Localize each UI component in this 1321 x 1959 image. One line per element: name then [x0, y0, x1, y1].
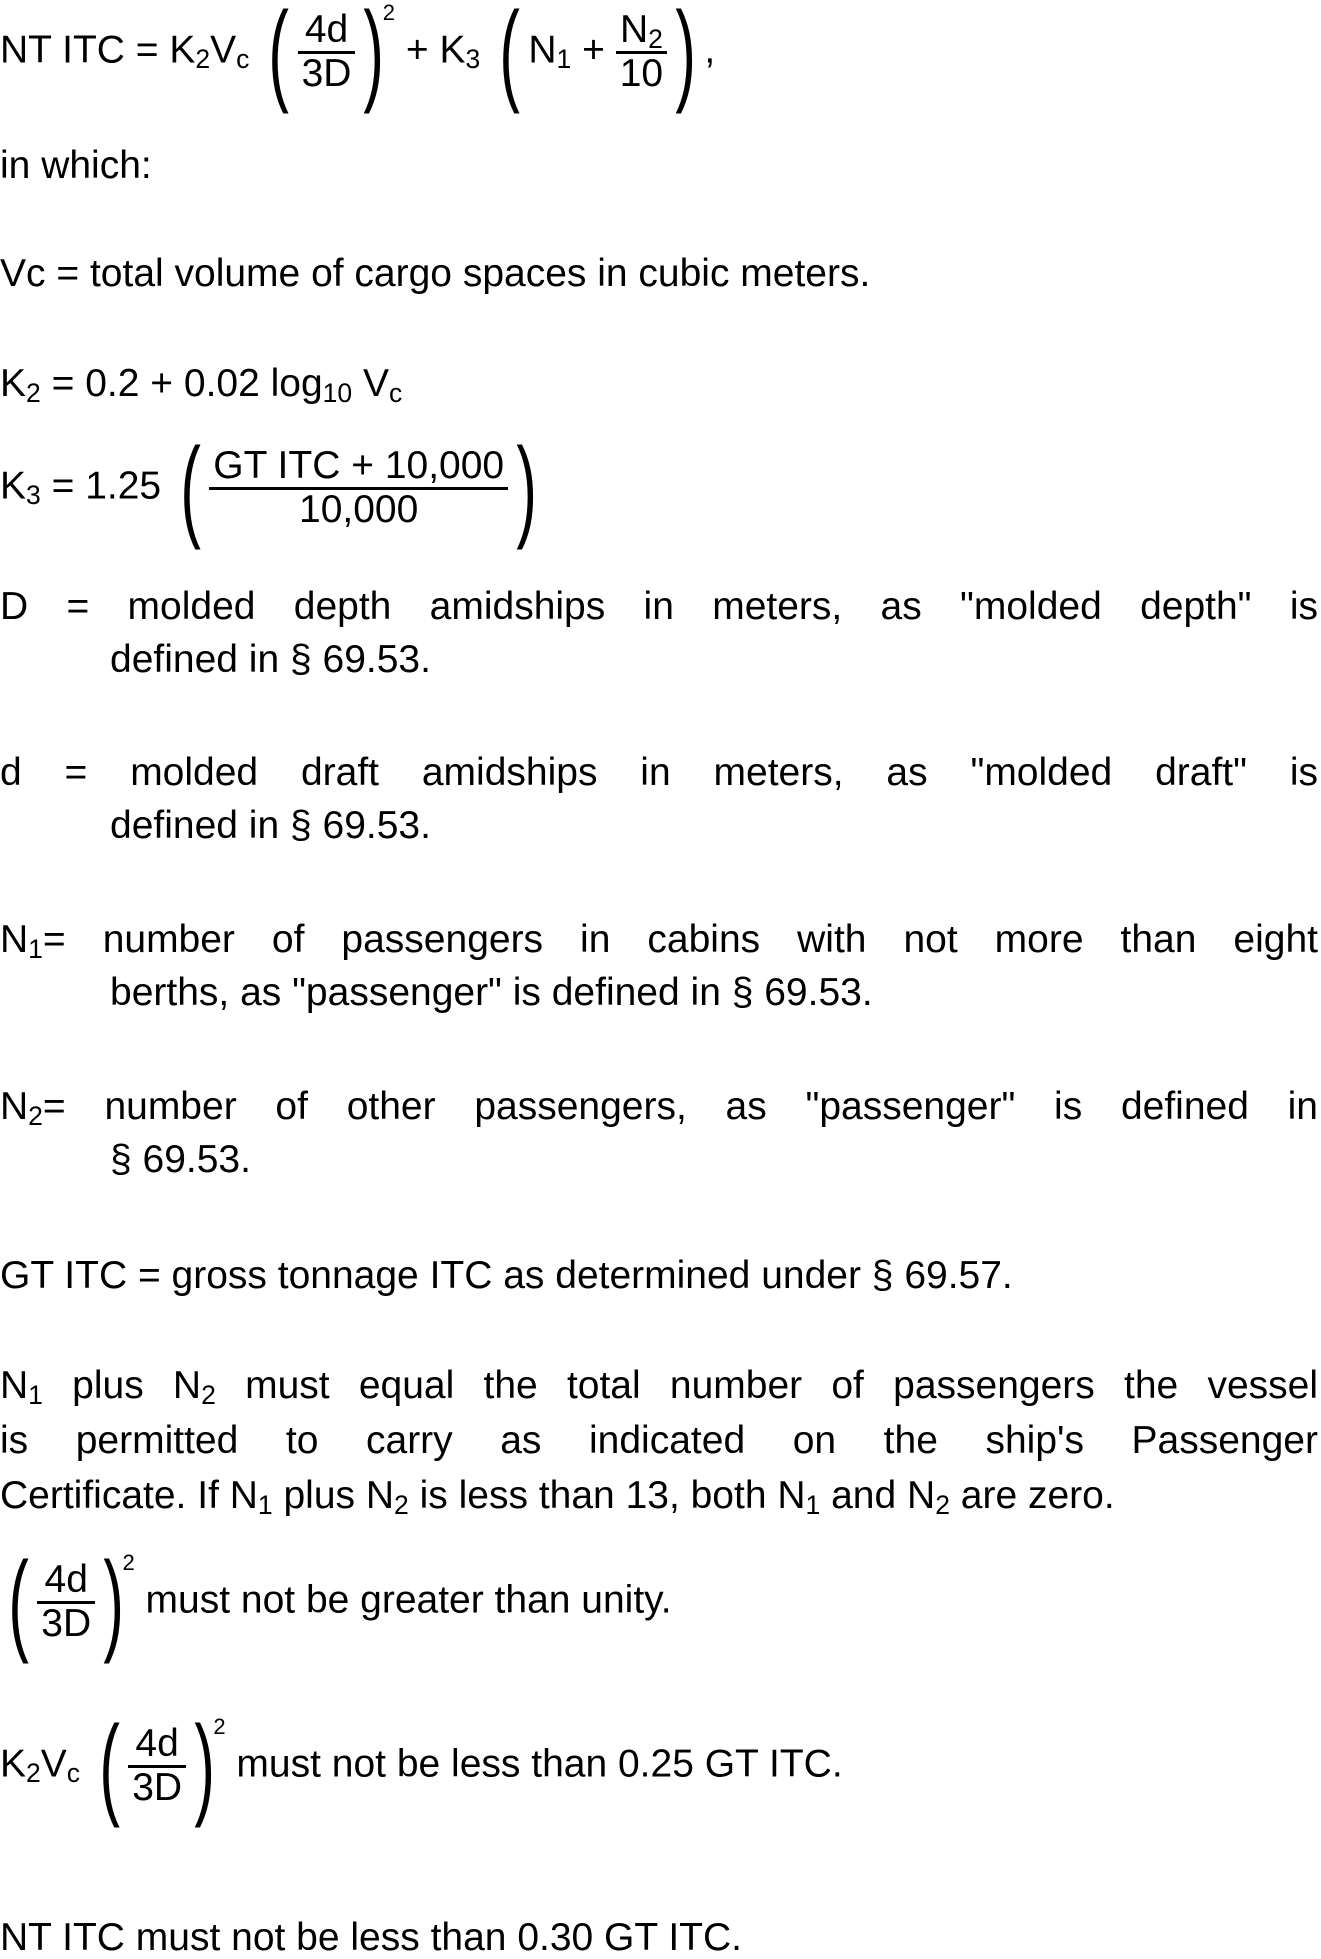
vc-subscript: c — [66, 1758, 81, 1789]
right-paren: ) — [194, 1703, 215, 1828]
fraction-numerator: 4d — [128, 1724, 186, 1768]
left-paren: ( — [268, 0, 290, 114]
definition-text: = number of passengers in cabins with not more than eight — [42, 918, 1318, 961]
fraction-denominator: 3D — [41, 1601, 92, 1645]
k3-definition — [0, 425, 545, 550]
log-base-subscript: 10 — [322, 377, 353, 408]
definition-N1 — [0, 920, 1318, 1012]
definition-text: d = molded draft amidships in meters, as "molded draft" is — [0, 751, 1318, 794]
vc-definition: Vc = total volume of cargo spaces in cubic meters. — [0, 252, 871, 295]
right-paren: ) — [516, 425, 538, 550]
k2-v: V — [352, 362, 390, 405]
left-paren: ( — [180, 425, 201, 550]
fraction-numerator: 4d — [298, 10, 356, 54]
k2-subscript: 2 — [195, 44, 211, 75]
square-exponent: 2 — [122, 1550, 135, 1576]
formula-plus: + — [571, 28, 616, 72]
n2-subscript: 2 — [28, 1100, 43, 1131]
formula-plus-k3: + K — [405, 28, 466, 72]
text-run: must equal the total number of passengers the vessel — [215, 1364, 1318, 1407]
in-which-label: in which: — [0, 144, 152, 187]
formula-v: V — [210, 28, 237, 72]
paragraph-line-2: is permitted to carry as indicated on the ship's Passenger — [0, 1419, 1318, 1462]
left-paren: ( — [99, 1703, 120, 1828]
fraction-n2-10 — [616, 7, 667, 95]
final-condition: NT ITC must not be less than 0.30 GT ITC. — [0, 1916, 743, 1959]
right-paren: ) — [363, 0, 385, 114]
left-paren: ( — [8, 1539, 29, 1664]
k3-symbol: K — [0, 464, 27, 508]
k2-text: = 0.2 + 0.02 log — [40, 362, 323, 405]
fraction-gt-itc — [209, 443, 508, 531]
formula-n1: N — [528, 28, 557, 72]
definition-D — [0, 587, 1318, 679]
symbol-letter: N — [0, 918, 29, 961]
formula-comma: , — [704, 28, 716, 72]
paragraph-line-1 — [0, 1364, 1318, 1410]
fraction-denominator: 3D — [301, 51, 352, 95]
formula-lhs: NT ITC = K — [0, 28, 196, 72]
symbol-letter: N — [0, 1085, 29, 1128]
fraction-denominator: 10 — [619, 51, 664, 95]
right-paren: ) — [103, 1539, 125, 1664]
condition-text: must not be less than 0.25 GT ITC. — [225, 1742, 843, 1786]
fraction-4d-3d — [298, 7, 356, 95]
square-exponent: 2 — [382, 0, 395, 26]
subscript: 2 — [201, 1379, 216, 1410]
nt-itc-formula — [0, 0, 716, 114]
definition-text: D = molded depth amidships in meters, as "molded depth" is — [0, 585, 1318, 628]
vc-subscript: c — [236, 44, 250, 75]
n2-symbol — [0, 1085, 43, 1131]
k3-text: = 1.25 — [40, 464, 162, 508]
subscript: 1 — [805, 1489, 821, 1520]
k2-symbol: K — [0, 362, 27, 405]
k2-subscript: 2 — [26, 377, 41, 408]
subscript: 1 — [257, 1489, 273, 1520]
fraction-denominator: 3D — [132, 1765, 183, 1809]
v-symbol: V — [40, 1742, 67, 1786]
condition-k2vc — [0, 1703, 843, 1828]
k3-subscript: 3 — [26, 480, 41, 511]
definition-continuation: defined in § 69.53. — [110, 804, 431, 847]
text-run: Certificate. If N — [0, 1474, 258, 1517]
k2-symbol: K — [0, 1742, 27, 1786]
subscript: 1 — [28, 1379, 43, 1410]
n1-subscript: 1 — [28, 933, 43, 964]
condition-unity — [0, 1539, 672, 1664]
square-exponent: 2 — [213, 1714, 226, 1740]
left-paren: ( — [499, 0, 520, 114]
fraction-numerator: 4d — [37, 1560, 95, 1604]
definition-continuation: § 69.53. — [110, 1138, 251, 1181]
n1-symbol — [0, 918, 43, 964]
text-run: N — [0, 1364, 29, 1407]
text-run: is less than 13, both N — [408, 1474, 806, 1517]
definition-N2 — [0, 1087, 1318, 1179]
subscript: 2 — [935, 1489, 950, 1520]
fraction-4d-3d — [37, 1557, 95, 1645]
definition-continuation: berths, as "passenger" is defined in § 69.53. — [110, 971, 873, 1014]
definition-text: = number of other passengers, as "passenger" is defined in — [42, 1085, 1318, 1128]
definition-d — [0, 753, 1318, 845]
condition-text: must not be greater than unity. — [134, 1578, 672, 1622]
text-run: plus N — [272, 1474, 395, 1517]
fraction-numerator — [616, 7, 667, 54]
text-run: plus N — [42, 1364, 202, 1407]
vc-subscript: c — [389, 377, 403, 408]
fraction-denominator: 10,000 — [299, 487, 419, 531]
n2-subscript: 2 — [648, 23, 663, 54]
text-run: are zero. — [949, 1474, 1115, 1517]
paragraph-line-3 — [0, 1474, 1115, 1520]
right-paren: ) — [675, 0, 697, 114]
fraction-4d-3d — [128, 1721, 186, 1809]
n1-subscript: 1 — [556, 44, 572, 75]
gt-itc-definition: GT ITC = gross tonnage ITC as determined under § 69.57. — [0, 1254, 1013, 1297]
subscript: 2 — [394, 1489, 409, 1520]
k2-definition — [0, 362, 403, 408]
k2-subscript: 2 — [26, 1758, 41, 1789]
definition-continuation: defined in § 69.53. — [110, 638, 431, 681]
fraction-numerator: GT ITC + 10,000 — [209, 446, 508, 490]
text-run: and N — [820, 1474, 936, 1517]
k3-subscript: 3 — [465, 44, 481, 75]
n2-symbol: N — [619, 7, 649, 51]
